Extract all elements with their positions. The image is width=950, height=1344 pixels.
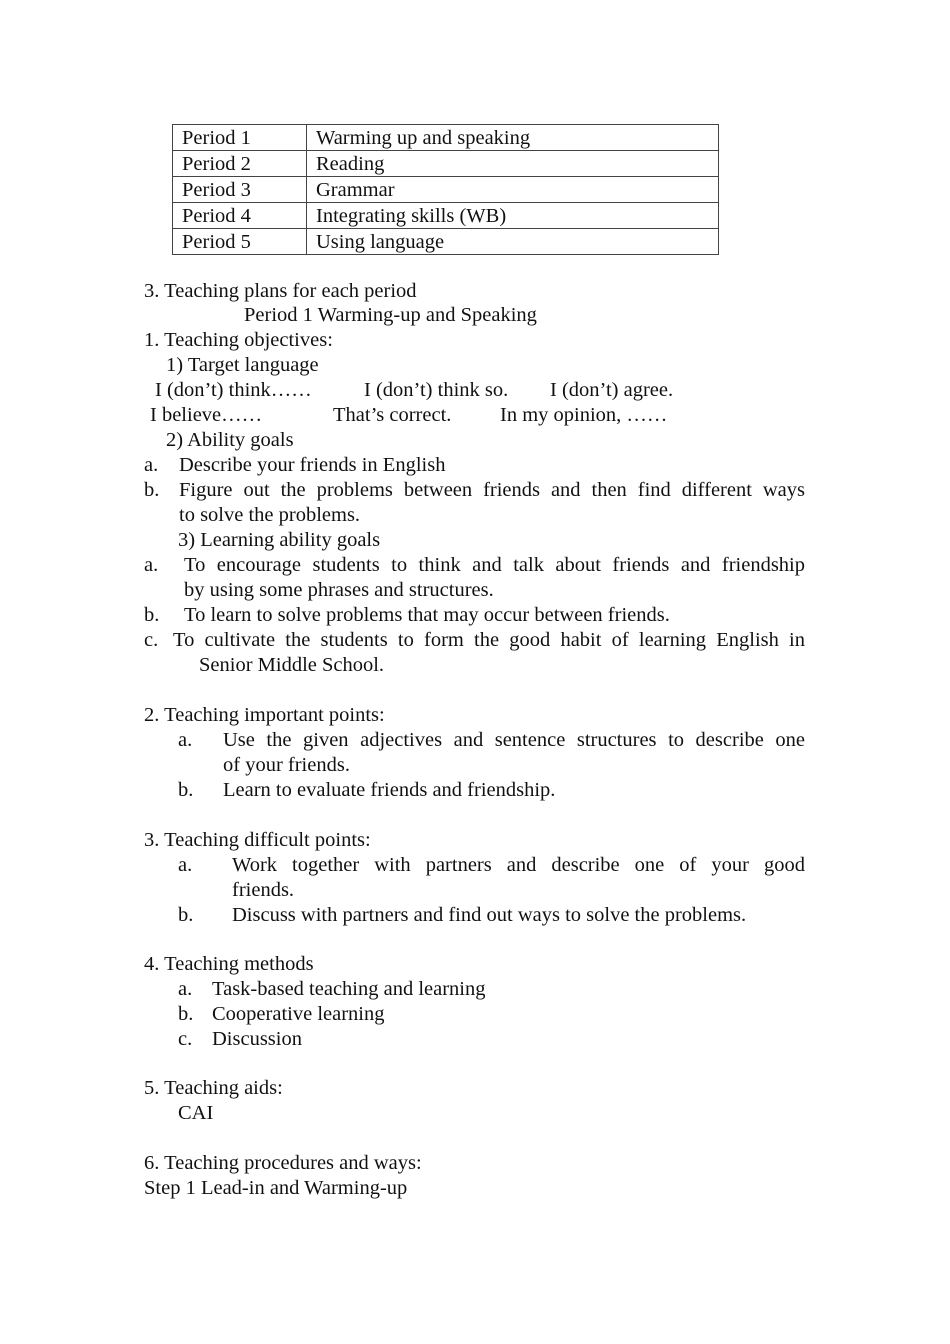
period-cell: Period 4 — [173, 203, 307, 229]
list-marker: a. — [144, 554, 159, 576]
list-item: To cultivate the students to form the good habit of learning English in — [173, 629, 805, 651]
period-cell: Period 3 — [173, 177, 307, 203]
list-marker: b. — [178, 904, 194, 926]
table-row — [173, 177, 719, 203]
list-item: Figure out the problems between friends and then find different ways — [179, 479, 805, 501]
plans-heading: 3. Teaching plans for each period — [144, 280, 417, 302]
list-marker: a. — [144, 454, 159, 476]
list-marker: c. — [144, 629, 159, 651]
list-item: Learn to evaluate friends and friendship. — [223, 779, 556, 801]
list-item: Use the given adjectives and sentence structures to describe one — [223, 729, 805, 751]
period-cell: Period 2 — [173, 151, 307, 177]
list-item: Describe your friends in English — [179, 454, 446, 476]
topic-cell: Using language — [307, 229, 719, 255]
aids-heading: 5. Teaching aids: — [144, 1077, 283, 1099]
list-item-continuation: friends. — [232, 879, 295, 901]
phrase: I (don’t) agree. — [550, 379, 674, 401]
phrase: I (don’t) think so. — [364, 379, 509, 401]
list-item: Task-based teaching and learning — [212, 978, 486, 1000]
list-item-continuation: Senior Middle School. — [199, 654, 385, 676]
ability-goals-heading: 2) Ability goals — [166, 429, 294, 451]
important-points-heading: 2. Teaching important points: — [144, 704, 385, 726]
learning-goals-heading: 3) Learning ability goals — [178, 529, 381, 551]
objectives-heading: 1. Teaching objectives: — [144, 329, 333, 351]
list-marker: b. — [144, 479, 160, 501]
procedures-heading: 6. Teaching procedures and ways: — [144, 1152, 422, 1174]
list-item: To encourage students to think and talk about friends and friendship — [184, 554, 805, 576]
list-marker: c. — [178, 1028, 193, 1050]
topic-cell: Grammar — [307, 177, 719, 203]
topic-cell: Integrating skills (WB) — [307, 203, 719, 229]
phrase: I believe…… — [150, 404, 263, 426]
topic-cell: Reading — [307, 151, 719, 177]
periods-table — [172, 124, 719, 255]
list-item: To learn to solve problems that may occur between friends. — [184, 604, 670, 626]
table-row — [173, 229, 719, 255]
aids-value: CAI — [178, 1102, 214, 1124]
list-marker: a. — [178, 978, 193, 1000]
methods-heading: 4. Teaching methods — [144, 953, 314, 975]
table-row — [173, 125, 719, 151]
list-marker: a. — [178, 854, 193, 876]
phrase: That’s correct. — [333, 404, 452, 426]
list-item: Cooperative learning — [212, 1003, 385, 1025]
list-item: Discussion — [212, 1028, 302, 1050]
list-marker: b. — [144, 604, 160, 626]
phrase: In my opinion, …… — [500, 404, 668, 426]
table-row — [173, 151, 719, 177]
difficult-points-heading: 3. Teaching difficult points: — [144, 829, 371, 851]
list-item: Work together with partners and describe one of your good — [232, 854, 805, 876]
list-item-continuation: to solve the problems. — [179, 504, 361, 526]
list-marker: a. — [178, 729, 193, 751]
list-marker: b. — [178, 1003, 194, 1025]
target-language-heading: 1) Target language — [166, 354, 319, 376]
period-cell: Period 5 — [173, 229, 307, 255]
table-row — [173, 203, 719, 229]
list-marker: b. — [178, 779, 194, 801]
period-cell: Period 1 — [173, 125, 307, 151]
procedure-step: Step 1 Lead-in and Warming-up — [144, 1177, 408, 1199]
phrase: I (don’t) think…… — [155, 379, 312, 401]
list-item: Discuss with partners and find out ways to solve the problems. — [232, 904, 747, 926]
list-item-continuation: by using some phrases and structures. — [184, 579, 494, 601]
list-item-continuation: of your friends. — [223, 754, 350, 776]
topic-cell: Warming up and speaking — [307, 125, 719, 151]
period-title: Period 1 Warming-up and Speaking — [244, 304, 537, 326]
